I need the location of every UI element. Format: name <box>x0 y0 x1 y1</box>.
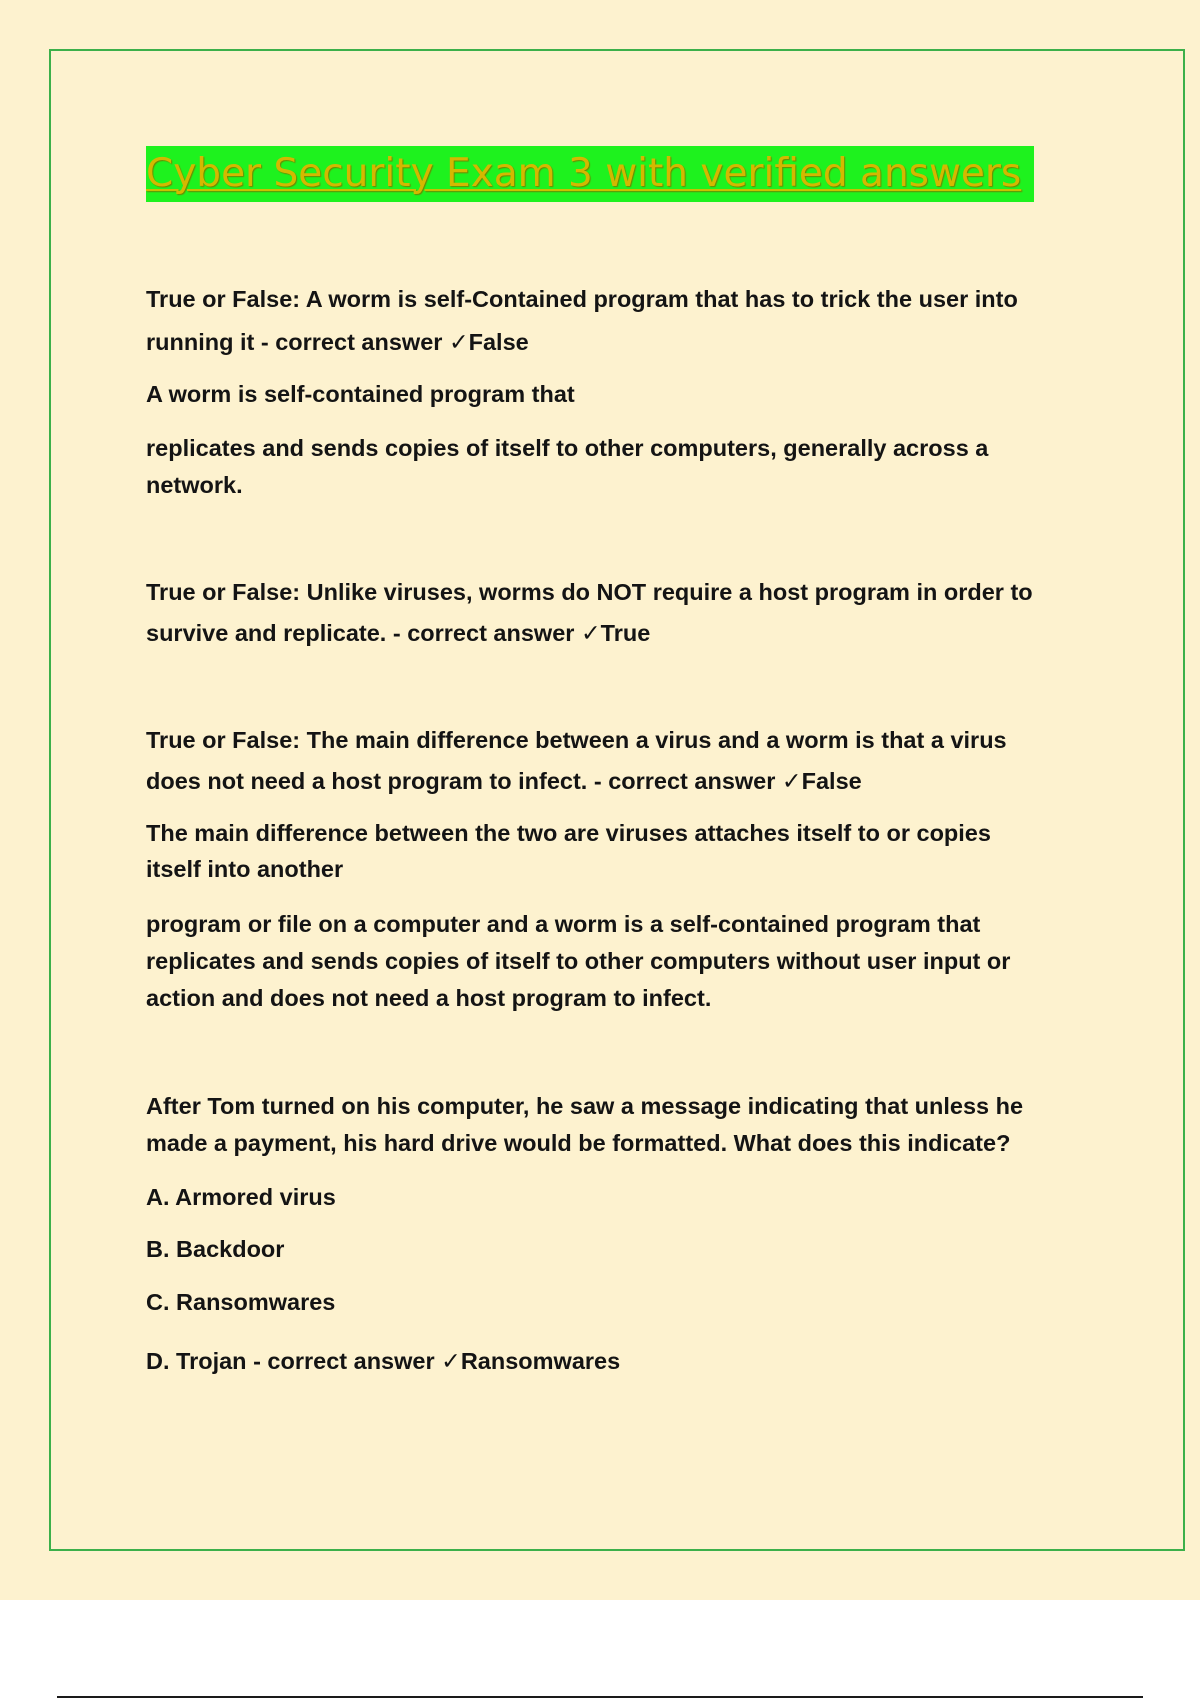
question-4-option-b: B. Backdoor <box>146 1236 285 1262</box>
question-2-line-2: survive and replicate. - correct answer ✓True <box>146 620 651 646</box>
question-4-line-1: After Tom turned on his computer, he saw a message indicating that unless he <box>146 1093 1024 1119</box>
question-3-explanation-line-3: program or file on a computer and a worm is a self-contained program that <box>146 911 981 937</box>
page-border-frame <box>49 49 1185 1551</box>
footer-rule <box>57 1696 1143 1698</box>
question-4-option-c: C. Ransomwares <box>146 1289 336 1315</box>
question-3-explanation-line-1: The main difference between the two are viruses attaches itself to or copies <box>146 820 991 846</box>
document-title <box>146 146 1034 202</box>
document-title-text: Cyber Security Exam 3 with verified answers <box>146 151 1022 196</box>
question-3-line-2: does not need a host program to infect. - correct answer ✓False <box>146 768 862 794</box>
question-1-line-2: running it - correct answer ✓False <box>146 329 529 355</box>
question-3-explanation-line-5: action and does not need a host program to infect. <box>146 985 712 1011</box>
question-4-line-2: made a payment, his hard drive would be formatted. What does this indicate? <box>146 1130 1011 1156</box>
question-1-explanation-line-1: A worm is self-contained program that <box>146 381 575 407</box>
question-3-line-1: True or False: The main difference between a virus and a worm is that a virus <box>146 727 1007 753</box>
question-3-explanation-line-2: itself into another <box>146 856 344 882</box>
question-3-explanation-line-4: replicates and sends copies of itself to other computers without user input or <box>146 948 1011 974</box>
question-4-option-d: D. Trojan - correct answer ✓Ransomwares <box>146 1348 621 1374</box>
question-1-line-1: True or False: A worm is self-Contained program that has to trick the user into <box>146 286 1018 312</box>
question-2-line-1: True or False: Unlike viruses, worms do NOT require a host program in order to <box>146 579 1033 605</box>
question-4-option-a: A. Armored virus <box>146 1184 336 1210</box>
question-1-explanation-line-3: network. <box>146 472 243 498</box>
question-1-explanation-line-2: replicates and sends copies of itself to other computers, generally across a <box>146 435 989 461</box>
